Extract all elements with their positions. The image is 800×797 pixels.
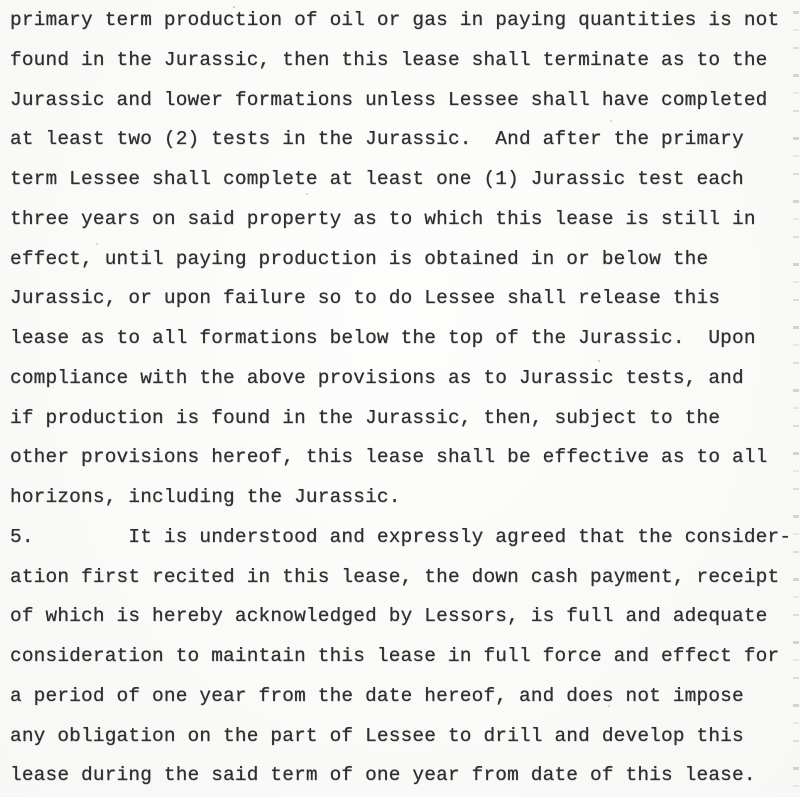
- text-line: three years on said property as to which this lease is still in: [10, 207, 756, 230]
- text-line: compliance with the above provisions as to Jurassic tests, and: [10, 366, 744, 389]
- text-line: any obligation on the part of Lessee to drill and develop this: [10, 724, 744, 747]
- text-line: other provisions hereof, this lease shall be effective as to all: [10, 446, 768, 469]
- text-line: of which is hereby acknowledged by Lessors, is full and adequate: [10, 605, 768, 628]
- text-line: primary term production of oil or gas in paying quantities is not: [10, 9, 780, 31]
- text-line: lease during the said term of one year from date of this lease.: [10, 764, 756, 787]
- text-line: lease as to all formations below the top of the Jurassic. Upon: [10, 327, 756, 349]
- text-line: Jurassic, or upon failure so to do Lessee shall release this: [10, 287, 721, 310]
- text-line: if production is found in the Jurassic, then, subject to the: [10, 406, 721, 429]
- text-line: ation first recited in this lease, the down cash payment, receipt: [10, 565, 780, 588]
- text-line: horizons, including the Jurassic.: [10, 486, 401, 508]
- text-line: a period of one year from the date hereof, and does not impose: [10, 684, 744, 707]
- scan-speckles: [0, 0, 2, 2]
- text-line: term Lessee shall complete at least one (1) Jurassic test each: [10, 168, 744, 190]
- text-line: effect, until paying production is obtained in or below the: [10, 247, 709, 270]
- scan-edge-artifacts: [793, 0, 799, 797]
- text-line: consideration to maintain this lease in full force and effect for: [10, 645, 780, 667]
- text-line: Jurassic and lower formations unless Lessee shall have completed: [10, 88, 768, 111]
- paragraph-5-start-line: 5. It is understood and expressly agreed that the consider-: [10, 525, 792, 548]
- text-line: found in the Jurassic, then this lease shall terminate as to the: [10, 48, 768, 71]
- text-line: at least two (2) tests in the Jurassic. And after the primary: [10, 128, 744, 151]
